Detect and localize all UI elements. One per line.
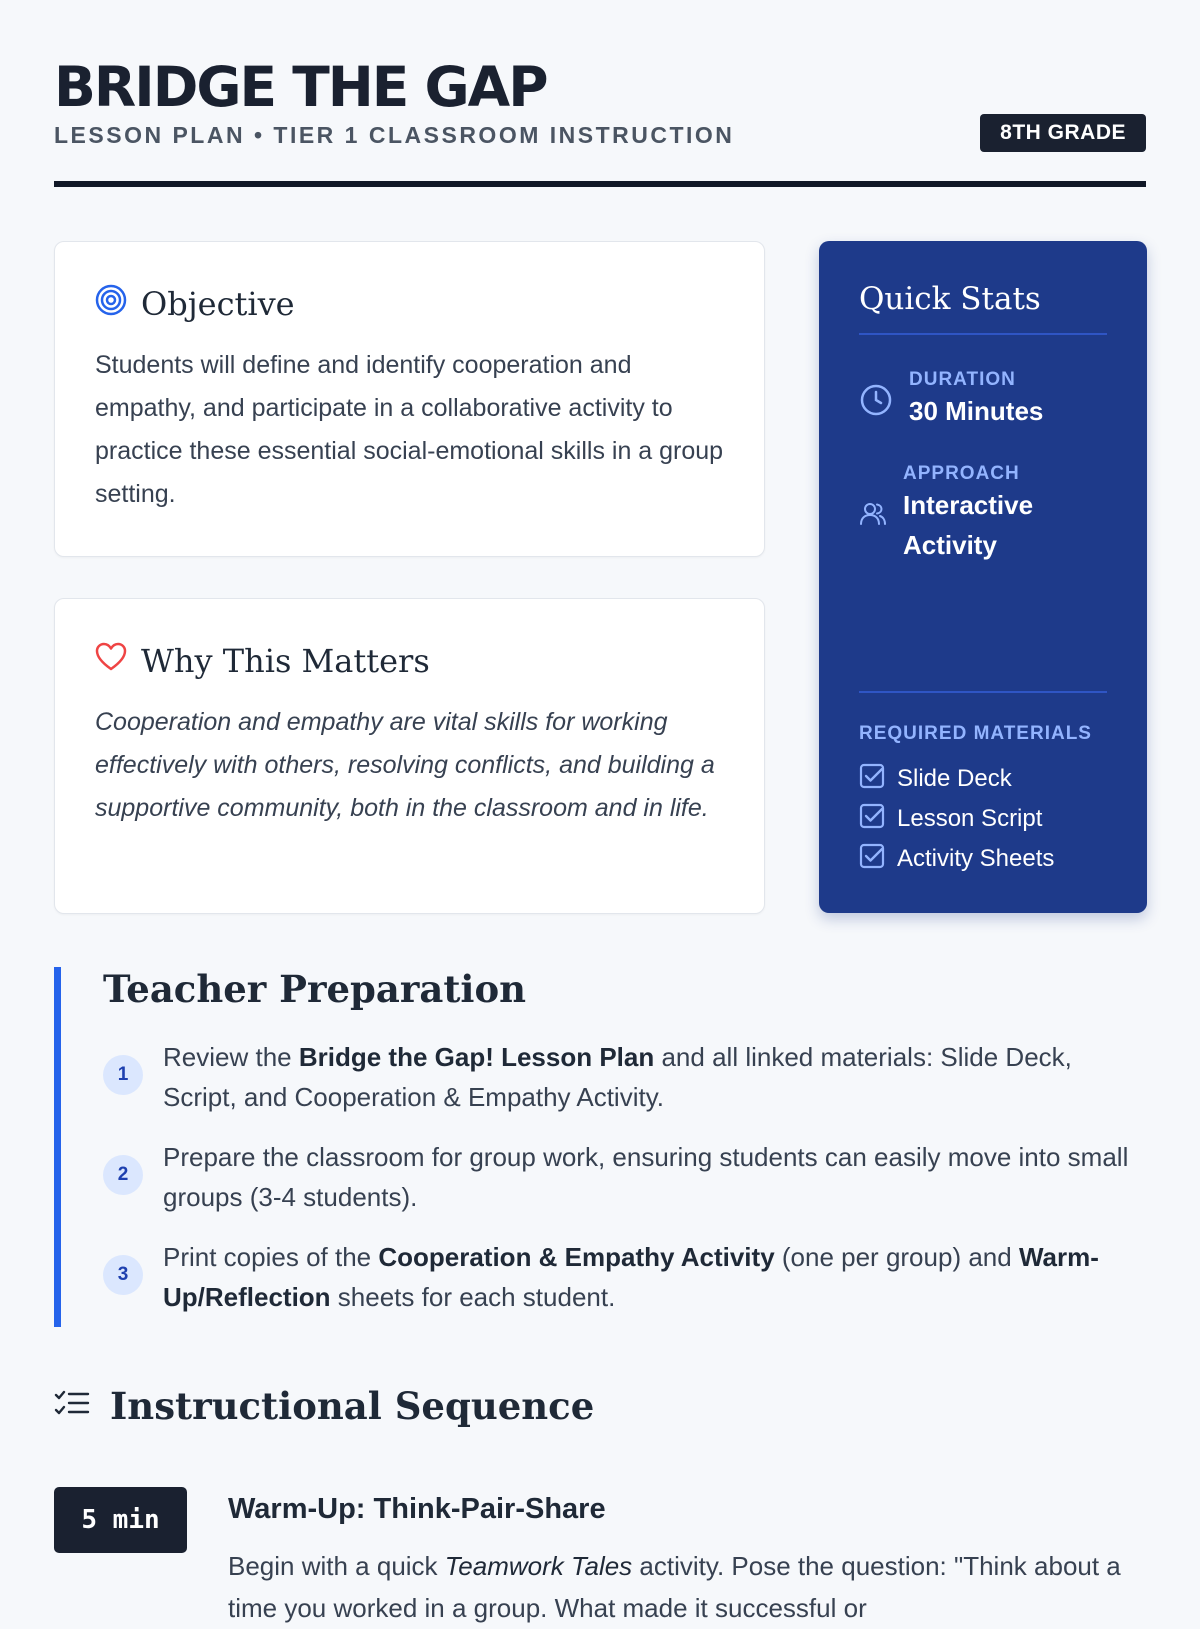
page-header bbox=[54, 0, 1146, 187]
material-item: Lesson Script bbox=[859, 799, 1054, 839]
step-description: Begin with a quick Teamwork Tales activity. Pose the question: "Think about a time you worked in a group. What made it successful or bbox=[228, 1551, 1121, 1623]
target-icon bbox=[95, 284, 127, 324]
page-subtitle: LESSON PLAN • TIER 1 CLASSROOM INSTRUCTION bbox=[54, 122, 735, 148]
list-item: 2 Prepare the classroom for group work, ensuring students can easily move into small groups (3-4 students). bbox=[103, 1137, 1147, 1217]
teacher-preparation-section bbox=[54, 967, 1147, 1327]
why-heading bbox=[95, 641, 724, 681]
stats-divider bbox=[859, 691, 1107, 693]
objective-text: Students will define and identify cooperation and empathy, and participate in a collaborative activity to practice these essential social-emotional skills in a group setting. bbox=[95, 351, 724, 508]
objective-heading bbox=[95, 284, 724, 324]
checklist-icon bbox=[54, 1388, 90, 1425]
checkbox-icon bbox=[859, 763, 885, 796]
list-item: 1 Review the Bridge the Gap! Lesson Plan and all linked materials: Slide Deck, Script, and Cooperation & Empathy Activity. bbox=[103, 1037, 1147, 1117]
objective-title: Objective bbox=[141, 285, 295, 323]
time-badge: 5 min bbox=[54, 1487, 187, 1553]
duration-stat bbox=[859, 369, 1043, 431]
quick-stats-panel bbox=[819, 241, 1147, 913]
step-number: 1 bbox=[103, 1055, 143, 1095]
why-card bbox=[54, 598, 765, 914]
clock-icon bbox=[859, 383, 893, 422]
checkbox-icon bbox=[859, 803, 885, 836]
step-number: 3 bbox=[103, 1255, 143, 1295]
teacher-prep-title: Teacher Preparation bbox=[103, 967, 527, 1011]
materials-label: REQUIRED MATERIALS bbox=[859, 723, 1092, 744]
grade-badge: 8TH GRADE bbox=[980, 114, 1146, 152]
prep-list bbox=[103, 1037, 1147, 1317]
why-title: Why This Matters bbox=[141, 642, 430, 680]
step-number: 2 bbox=[103, 1155, 143, 1195]
material-item: Slide Deck bbox=[859, 759, 1054, 799]
quick-stats-title: Quick Stats bbox=[859, 281, 1107, 335]
heart-icon bbox=[95, 642, 127, 680]
approach-value: Interactive Activity bbox=[903, 490, 1034, 560]
users-icon bbox=[859, 501, 887, 532]
list-item: 3 Print copies of the Cooperation & Empathy Activity (one per group) and Warm-Up/Reflection sheets for each student. bbox=[103, 1237, 1147, 1317]
materials-list bbox=[859, 759, 1054, 879]
instructional-sequence-heading bbox=[54, 1384, 594, 1428]
duration-value: 30 Minutes bbox=[909, 396, 1044, 426]
approach-stat bbox=[859, 463, 1093, 565]
checkbox-icon bbox=[859, 843, 885, 876]
why-text: Cooperation and empathy are vital skills for working effectively with others, resolving conflicts, and building a supportive community, both in the classroom and in life. bbox=[95, 708, 715, 822]
material-item: Activity Sheets bbox=[859, 839, 1054, 879]
instructional-sequence-title: Instructional Sequence bbox=[110, 1384, 595, 1428]
page-title: BRIDGE THE GAP bbox=[54, 55, 547, 119]
duration-label: DURATION bbox=[909, 369, 1016, 390]
objective-card bbox=[54, 241, 765, 557]
step-title: Warm-Up: Think-Pair-Share bbox=[228, 1493, 606, 1525]
approach-label: APPROACH bbox=[903, 463, 1020, 484]
